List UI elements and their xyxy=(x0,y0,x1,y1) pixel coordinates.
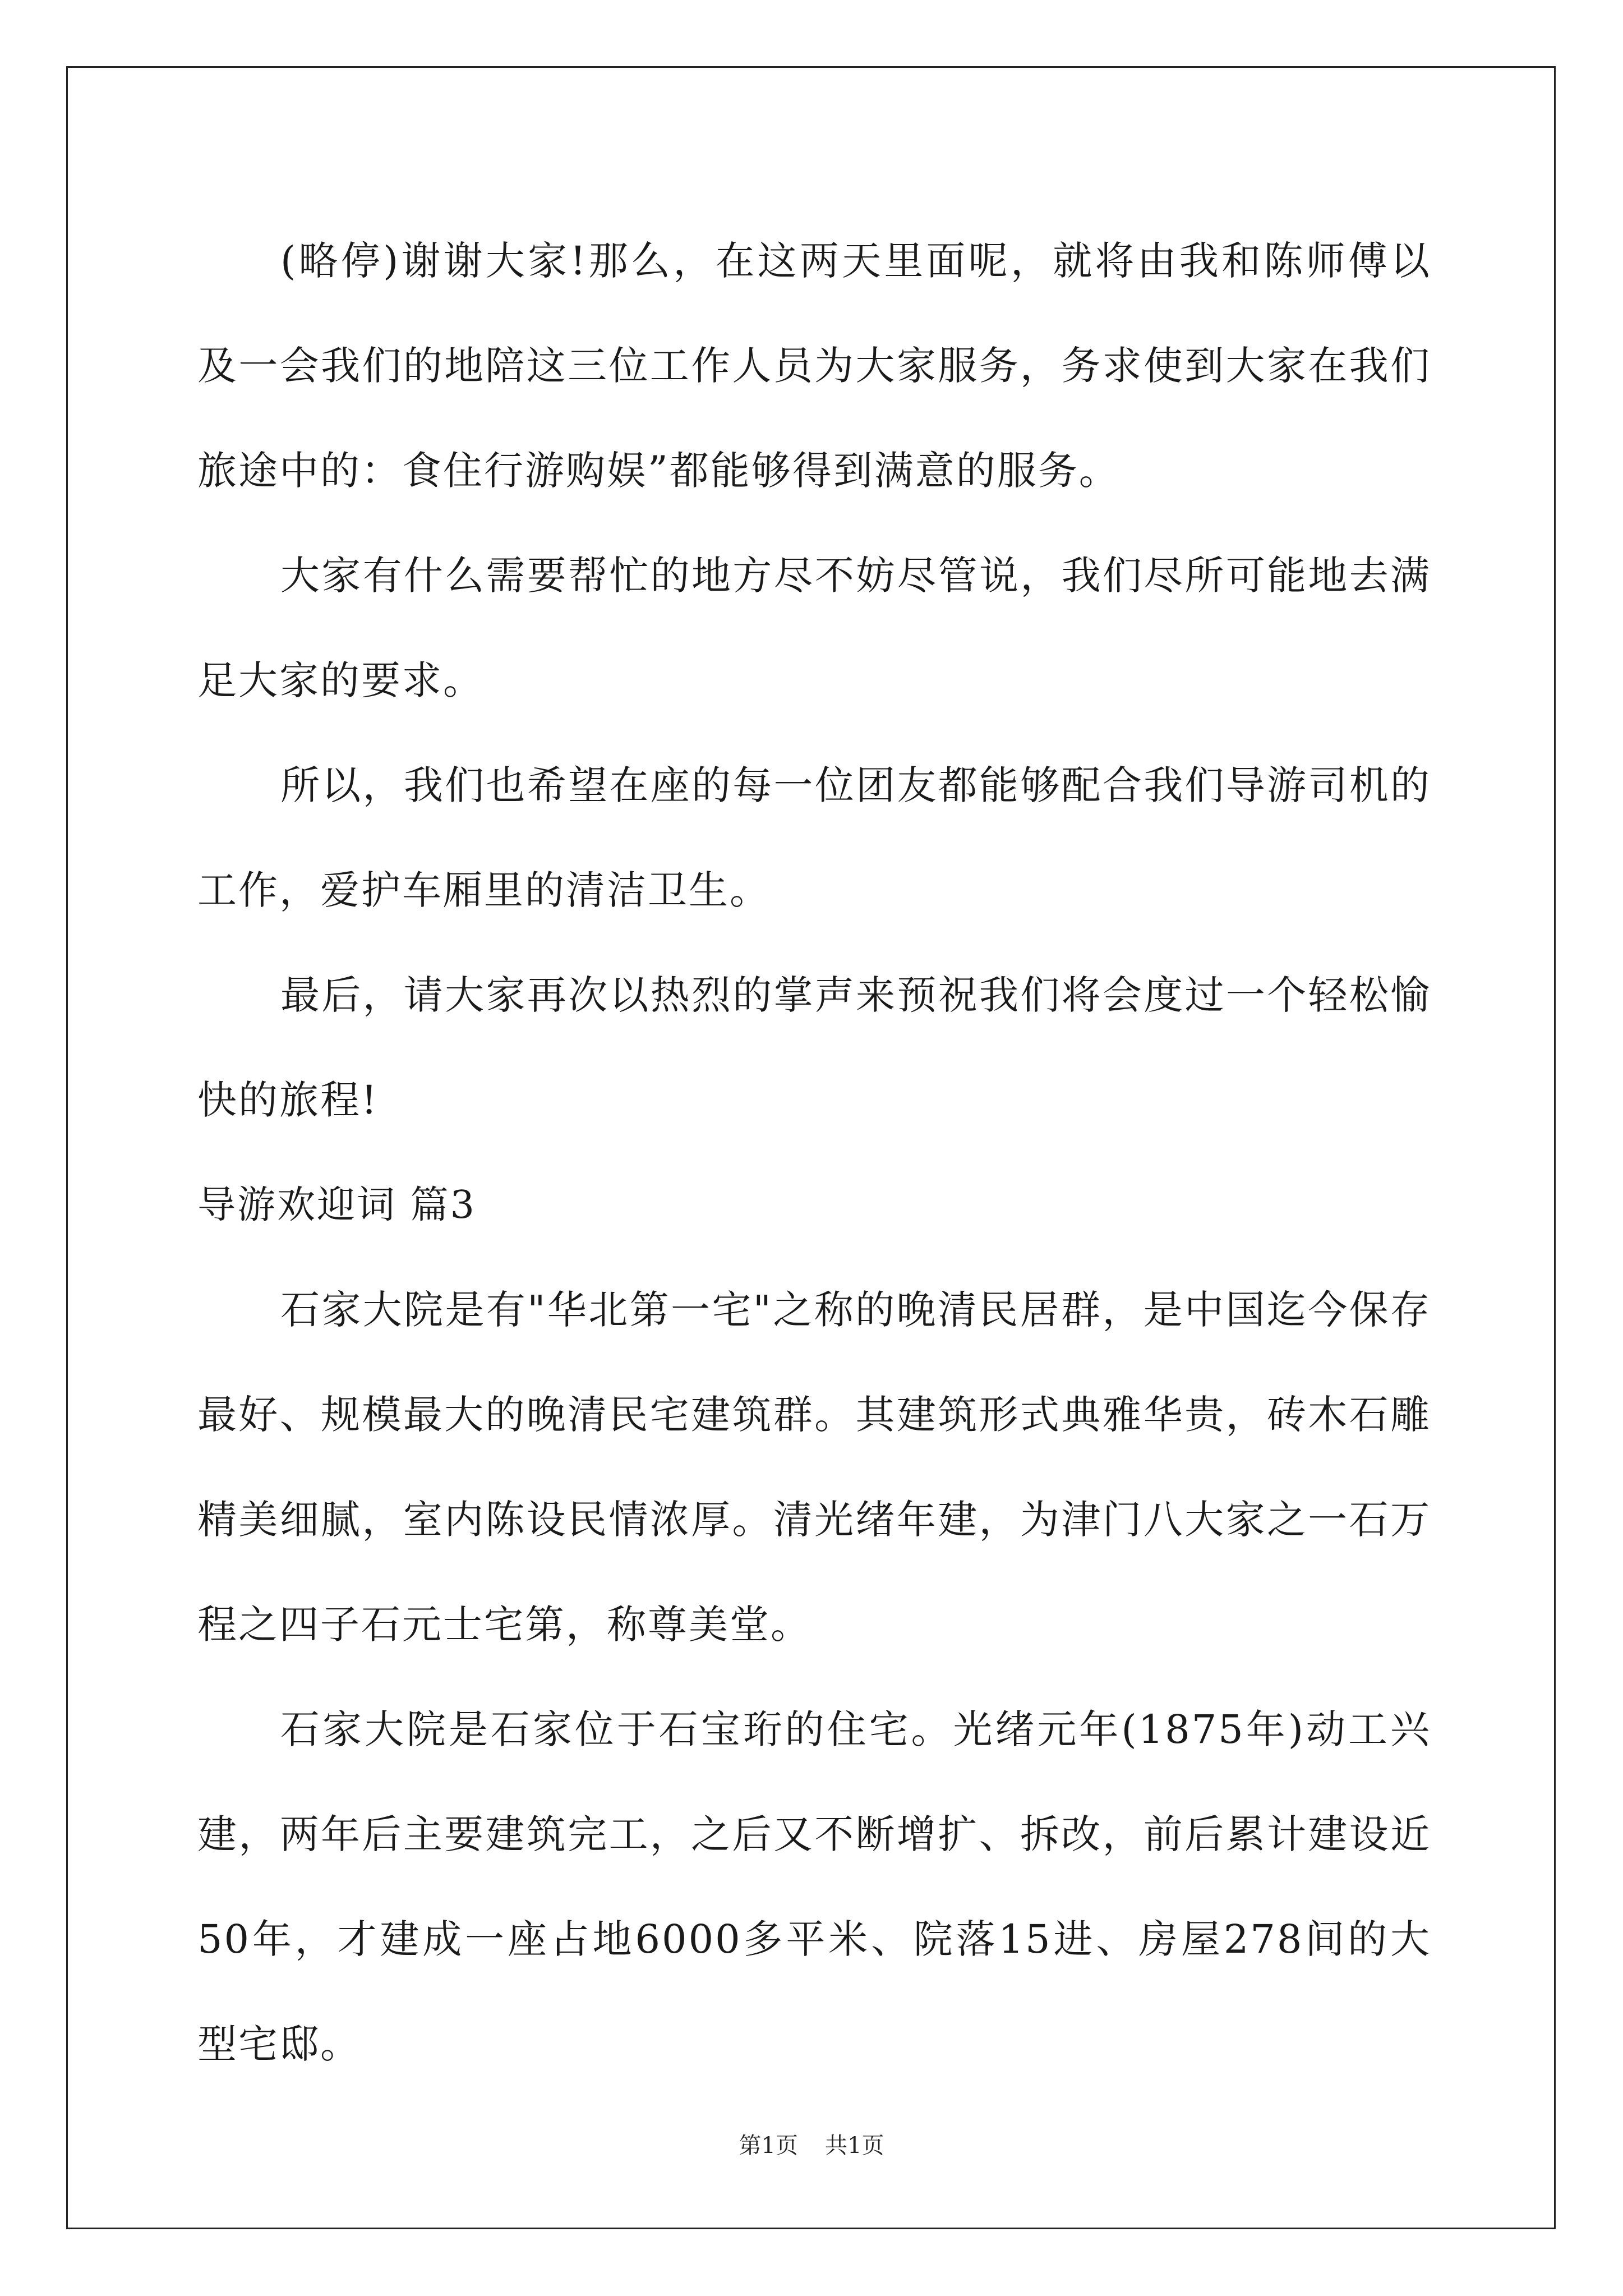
paragraph: 最后，请大家再次以热烈的掌声来预祝我们将会度过一个轻松愉快的旅程! xyxy=(197,972,1431,1123)
section-heading: 导游欢迎词 篇3 xyxy=(197,1183,476,1227)
paragraph: 大家有什么需要帮忙的地方尽不妨尽管说，我们尽所可能地去满足大家的要求。 xyxy=(197,553,1431,703)
paragraph: 石家大院是有"华北第一宅"之称的晚清民居群，是中国迄今保存最好、规模最大的晚清民宅建筑群。其建筑形式典雅华贵，砖木石雕精美细腻，室内陈设民情浓厚。清光绪年建，为津门八大家之一石万程之四子石元士宅第，称尊美堂。 xyxy=(197,1287,1431,1648)
page-total: 共1页 xyxy=(825,2133,884,2159)
page-footer xyxy=(0,2129,1623,2162)
paragraph: 所以，我们也希望在座的每一位团友都能够配合我们导游司机的工作，爱护车厢里的清洁卫生。 xyxy=(197,762,1431,913)
paragraph: (略停)谢谢大家!那么，在这两天里面呢，就将由我和陈师傅以及一会我们的地陪这三位工作人员为大家服务，务求使到大家在我们旅途中的：食住行游购娱”都能够得到满意的服务。 xyxy=(197,238,1431,494)
page-number: 第1页 xyxy=(739,2133,798,2159)
paragraph: 石家大院是石家位于石宝珩的住宅。光绪元年(1875年)动工兴建，两年后主要建筑完工，之后又不断增扩、拆改，前后累计建设近50年，才建成一座占地6000多平米、院落15进、房屋278间的大型宅邸。 xyxy=(197,1706,1431,2067)
document-body xyxy=(197,209,1431,2097)
